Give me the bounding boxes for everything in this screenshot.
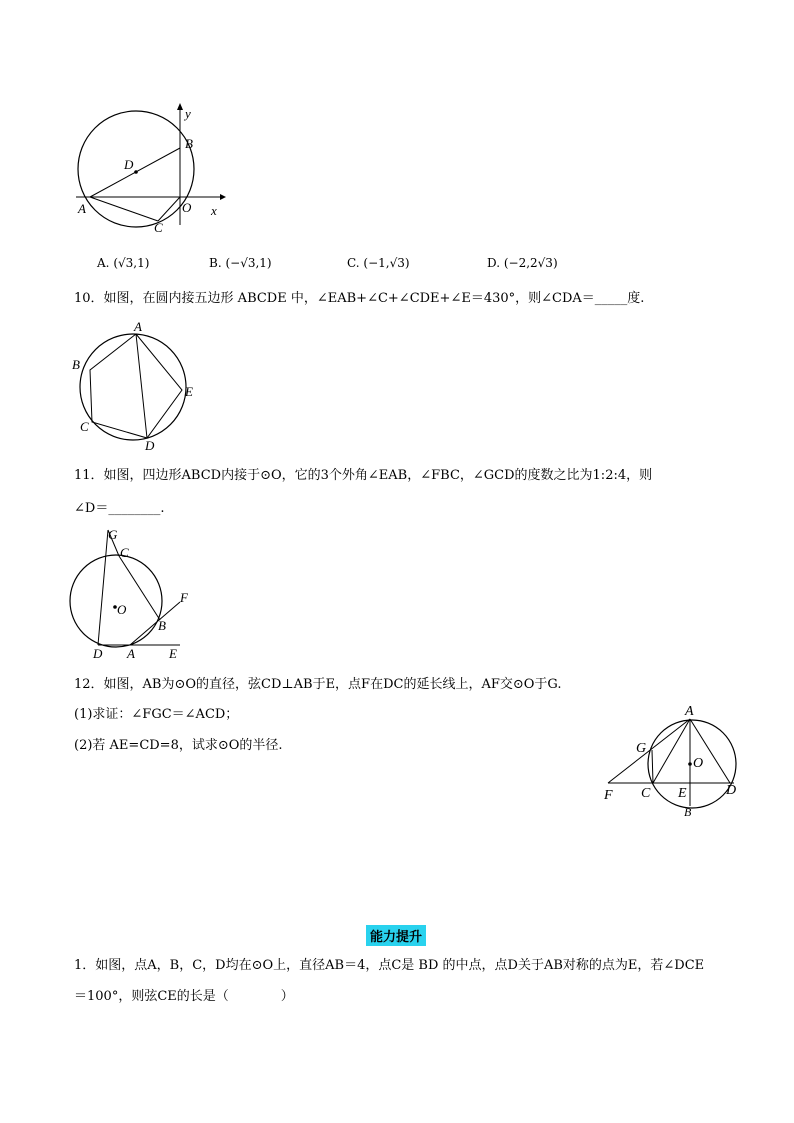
fig9-circle <box>78 111 194 227</box>
p1-line2: ＝100°，则弦CE的长是（ ） <box>74 989 294 1004</box>
fig11-diagram <box>68 528 198 663</box>
option-value: (√3,1) <box>113 256 150 270</box>
fig12-label-f: F <box>604 788 613 803</box>
option-value: (−2,2√3) <box>503 256 558 270</box>
fig9-label-y: y <box>185 106 191 121</box>
fig9-label-b: B <box>185 136 193 151</box>
fig12-label-a: A <box>685 704 694 719</box>
fig12-diagram <box>600 700 750 825</box>
fig9-label-d: D <box>124 157 134 172</box>
fig10-pentagon <box>90 334 182 438</box>
fig10-label-e: E <box>185 384 193 399</box>
q12-line3: (2)若 AE=CD=8，试求⊙O的半径. <box>74 738 283 753</box>
fig11-label-b: B <box>158 618 166 633</box>
q9-option-b[interactable] <box>209 254 272 272</box>
q9-option-c[interactable] <box>347 254 410 272</box>
fig12-line-ad <box>690 719 730 783</box>
q11-line1: 11．如图，四边形ABCD内接于⊙O，它的3个外角∠EAB，∠FBC，∠GCD的度数之比为1:2:4，则 <box>74 468 653 483</box>
fig9-label-o: O <box>182 200 192 215</box>
fig12-label-c: C <box>641 786 651 801</box>
fig9-x-arrow <box>220 194 226 200</box>
fig12-label-g: G <box>636 741 647 756</box>
q12-line1: 12．如图，AB为⊙O的直径，弦CD⊥AB于E，点F在DC的延长线上，AF交⊙O于G. <box>74 677 562 692</box>
option-label: A. <box>97 256 110 270</box>
fig9-y-arrow <box>177 103 183 110</box>
q11-line2: ∠D＝________. <box>74 501 165 516</box>
option-value: (−1,√3) <box>363 256 410 270</box>
fig12-line-gc <box>652 750 653 783</box>
fig12-label-e: E <box>678 786 687 801</box>
fig11-line-gd <box>98 530 108 645</box>
fig9-diagram <box>70 100 240 240</box>
option-value: (−√3,1) <box>225 256 272 270</box>
q10-text: 10．如图，在圆内接五边形 ABCDE 中，∠EAB+∠C+∠CDE+∠E＝430°，则∠CDA＝_____度. <box>74 291 645 306</box>
fig11-label-a: A <box>127 646 135 661</box>
fig10-circle <box>80 334 186 440</box>
fig11-label-o: O <box>117 602 127 617</box>
fig10-label-a: A <box>134 319 142 334</box>
option-label: C. <box>347 256 360 270</box>
option-label: B. <box>209 256 222 270</box>
fig9-label-x: x <box>211 203 217 218</box>
fig10-diagram <box>70 318 200 453</box>
fig9-center-dot <box>134 170 138 174</box>
section-title-ability: 能力提升 <box>366 925 426 946</box>
fig12-label-b: B <box>684 805 692 819</box>
fig9-chord-ac <box>90 197 158 221</box>
fig12-circle <box>648 720 736 808</box>
fig11-label-d: D <box>93 646 103 661</box>
fig12-label-d: D <box>726 783 737 798</box>
fig10-label-b: B <box>72 357 80 372</box>
fig11-line-af <box>130 602 180 645</box>
fig11-label-c: C <box>120 545 129 560</box>
fig11-label-e: E <box>169 646 177 661</box>
fig11-label-f: F <box>180 590 188 605</box>
fig12-line-ac <box>653 719 690 783</box>
fig10-diagonal-ca <box>136 334 147 438</box>
fig10-label-d: D <box>145 438 155 453</box>
q12-line2: (1)求证：∠FGC＝∠ACD； <box>74 707 239 722</box>
option-label: D. <box>487 256 501 270</box>
p1-line1: 1．如图，点A，B，C，D均在⊙O上，直径AB＝4，点C是 BD 的中点，点D关于AB对称的点为E，若∠DCE <box>74 958 705 973</box>
q9-option-d[interactable] <box>487 254 558 272</box>
fig9-label-c: C <box>154 220 163 235</box>
fig12-center-dot <box>688 762 692 766</box>
fig9-label-a: A <box>78 201 86 216</box>
fig11-label-g: G <box>108 527 118 542</box>
fig10-label-c: C <box>80 419 89 434</box>
q9-option-a[interactable] <box>97 254 149 272</box>
fig12-label-o: O <box>693 756 704 771</box>
